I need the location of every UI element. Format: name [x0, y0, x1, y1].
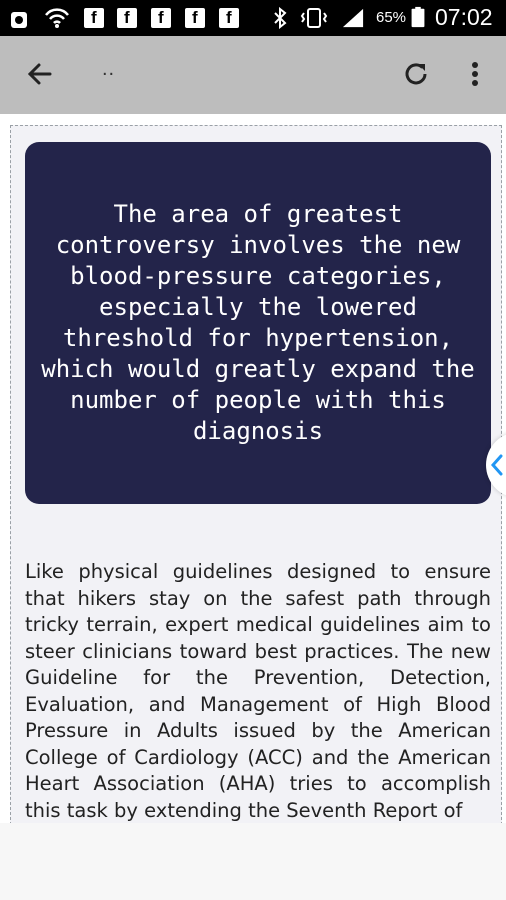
vibrate-icon [299, 7, 329, 29]
facebook-icon [117, 8, 137, 28]
clock: 07:02 [435, 4, 493, 30]
battery-icon [410, 6, 426, 28]
facebook-icon [185, 8, 205, 28]
bottom-area [0, 823, 506, 900]
article-body: Like physical guidelines designed to ensure that hikers stay on the safest path through tricky terrain, expert medical guidelines aim to steer clinicians toward best practices. The new Guideline for the Prevention, Detection, Evaluation, and Management of High Blood Pressure in Adults issued by the American College of Cardiology (ACC) and the American Heart Association (AHA) tries to accomplish this task by extending the Seventh Report of [25, 560, 491, 822]
arrow-back-icon[interactable] [20, 54, 60, 94]
wifi-icon [44, 7, 70, 29]
app-bar [0, 36, 506, 114]
battery-percent: 65% [376, 9, 407, 26]
facebook-icon [84, 8, 104, 28]
quote-card [25, 142, 491, 504]
article-content[interactable] [10, 125, 502, 825]
facebook-icon [151, 8, 171, 28]
refresh-icon[interactable] [396, 54, 436, 94]
bluetooth-icon [272, 7, 288, 29]
page-title: .. [102, 58, 116, 80]
more-vert-icon[interactable] [455, 54, 495, 94]
signal-icon [340, 7, 366, 29]
chevron-left-icon [490, 453, 504, 477]
notification-icon [10, 9, 28, 31]
quote-text: The area of greatest controversy involves the new blood-pressure categories, especially the lowered threshold for hypertension, which would greatly expand the number of people with this diagnosis [41, 200, 475, 445]
status-bar [0, 0, 506, 36]
facebook-icon [219, 8, 239, 28]
